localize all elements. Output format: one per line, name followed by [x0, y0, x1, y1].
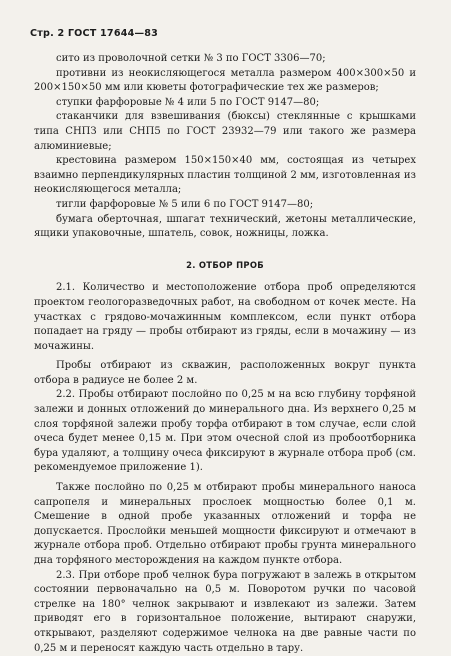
page-header: Стр. 2 ГОСТ 17644—83	[30, 28, 158, 39]
equipment-item: сито из проволочной сетки № 3 по ГОСТ 3306—70;	[56, 53, 326, 64]
equipment-item: противни из неокисляющегося металла размером 400×300×50 и 200×150×50 мм или кюветы фотографические тех же размеров;	[34, 67, 416, 94]
section-heading: 2. ОТБОР ПРОБ	[186, 259, 264, 270]
equipment-item: ступки фарфоровые № 4 или 5 по ГОСТ 9147—80;	[56, 96, 320, 108]
paragraph: Пробы отбирают из скважин, расположенных вокруг пункта отбора в радиусе не более 2 м.	[34, 360, 416, 386]
paragraph: Также послойно по 0,25 м отбирают пробы минерального наноса сапропеля и минеральных прослоек мощностью более 0,1 м. Смешение в одной пробе указанных отложений и торфа не допускается. Прослойки меньшей мощности фиксируют и отмечают в журнале отбора проб. Отдельно отбирают пробы грунта минерального дна торфяного месторождения на каждом пункте отбора.	[34, 482, 416, 566]
paragraph: 2.3. При отборе проб челнок бура погружают в залежь в открытом состоянии первоначально на 0,5 м. Поворотом ручки по часовой стрелке на 180° челнок закрывают и извлекают из залежи. Затем приводят его в горизонтальное положение, вытирают снаружи, открывают, разделяют содержимое челнока на две равные части по 0,25 м и переносят каждую часть отдельно в тару.	[34, 569, 416, 654]
equipment-item: тигли фарфоровые № 5 или 6 по ГОСТ 9147—80;	[56, 198, 314, 210]
equipment-item: стаканчики для взвешивания (бюксы) стеклянные с крышками типа СНПЗ или СНП5 по ГОСТ 23932—79 или такого же размера алюминиевые;	[34, 111, 416, 152]
paragraph: 2.1. Количество и местоположение отбора проб определяются проектом геологоразведочных работ, на свободном от кочек месте. На участках с грядово-мочажинным комплексом, если пункт отбора попадает на гряду — пробы отбирают из гряды, если в мочажину — из мочажины.	[34, 282, 416, 352]
equipment-item: крестовина размером 150×150×40 мм, состоящая из четырех взаимно перпендикулярных пластин толщиной 2 мм, изготовленная из неокисляющегося металла;	[34, 155, 416, 196]
equipment-item: бумага оберточная, шпагат технический, жетоны металлические, ящики упаковочные, шпатель, совок, ножницы, ложка.	[34, 213, 416, 240]
paragraph: 2.2. Пробы отбирают послойно по 0,25 м на всю глубину торфяной залежи и донных отложений до минерального дна. Из верхнего 0,25 м слоя торфяной залежи пробу торфа отбирают в том случае, если слой очеса будет менее 0,15 м. При этом очесной слой из пробоотборника бура удаляют, а толщину очеса фиксируют в журнале отбора проб (см. рекомендуемое приложение 1).	[34, 389, 416, 474]
document-body	[34, 52, 416, 656]
equipment-list	[34, 52, 416, 242]
section-body	[34, 281, 416, 656]
